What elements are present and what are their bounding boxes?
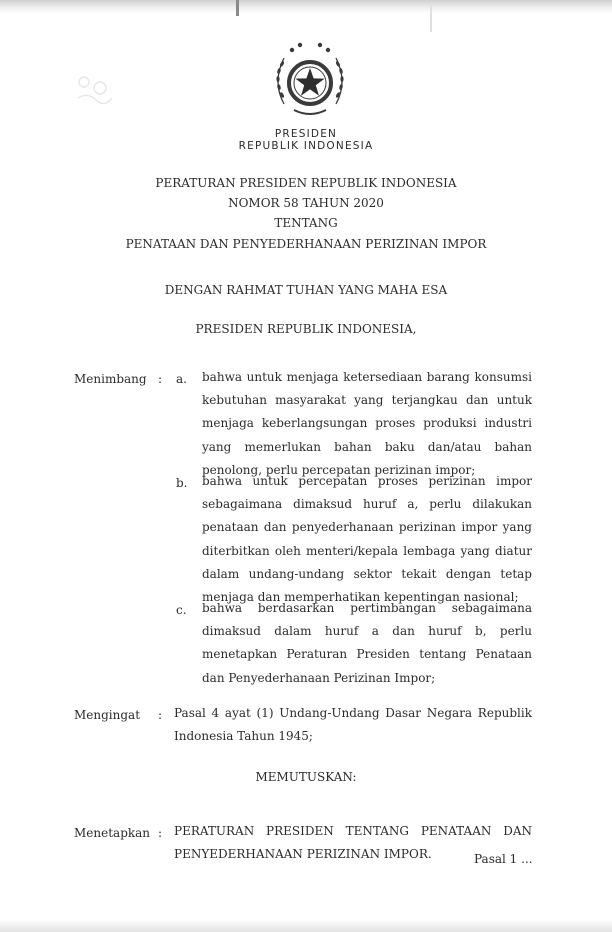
menimbang-colon: : [158,372,163,386]
stamp-watermark-icon [72,70,118,110]
consideration-letter: c. [176,603,187,617]
consideration-text: bahwa untuk percepatan proses perizinan impor sebagaimana dimaksud huruf a, perlu dilakukan penataan dan penyederhanaan perizinan impor yang diterbitkan oleh menteri/kepala lembaga yang diatur dalam undang-undang sektor tekait dengan tetap menjaga dan memperhatikan kepentingan nasional; [202,474,532,605]
enactment-text: PERATURAN PRESIDEN TENTANG PENATAAN DAN PENYEDERHANAAN PERIZINAN IMPOR. [174,824,532,862]
scan-mark-faint [430,2,432,32]
decision-heading: MEMUTUSKAN: [255,770,357,784]
scan-edge-bottom [0,919,612,932]
regulation-subject: PENATAAN DAN PENYEDERHANAAN PERIZINAN IMPOR [125,237,487,251]
scan-edge-top [0,0,612,14]
mengingat-colon: : [158,708,163,722]
regulation-about: TENTANG [274,216,338,230]
regulation-title: PERATURAN PRESIDEN REPUBLIK INDONESIA [155,176,457,190]
menetapkan-label: Menetapkan [74,826,151,840]
consideration-letter: b. [176,476,188,490]
consideration-text: bahwa berdasarkan pertimbangan sebagaimana dimaksud dalam huruf a dan huruf b, perlu menetapkan Peraturan Presiden tentang Penataan dan Penyederhanaan Perizinan Impor; [202,601,532,685]
legal-basis-text: Pasal 4 ayat (1) Undang-Undang Dasar Negara Republik Indonesia Tahun 1945; [174,706,532,744]
preamble-grace: DENGAN RAHMAT TUHAN YANG MAHA ESA [164,283,448,297]
mengingat-label: Mengingat [74,708,141,722]
preamble-president: PRESIDEN REPUBLIK INDONESIA, [195,322,417,336]
issuer-title: PRESIDEN [274,128,338,140]
consideration-text: bahwa untuk menjaga ketersediaan barang konsumsi kebutuhan masyarakat yang terjangkau dan untuk menjaga keberlangsungan proses produksi industri yang memerlukan bahan baku dan/atau bahan penolong, perlu percepatan perizinan impor; [202,370,532,477]
menimbang-label: Menimbang [74,372,147,386]
issuer-subtitle: REPUBLIK INDONESIA [238,140,374,152]
continuation-marker: Pasal 1 ... [474,852,533,866]
consideration-letter: a. [176,372,187,386]
menetapkan-colon: : [158,826,163,840]
regulation-number: NOMOR 58 TAHUN 2020 [228,196,384,210]
scan-mark [236,0,239,16]
garuda-star-emblem-icon [268,38,352,122]
